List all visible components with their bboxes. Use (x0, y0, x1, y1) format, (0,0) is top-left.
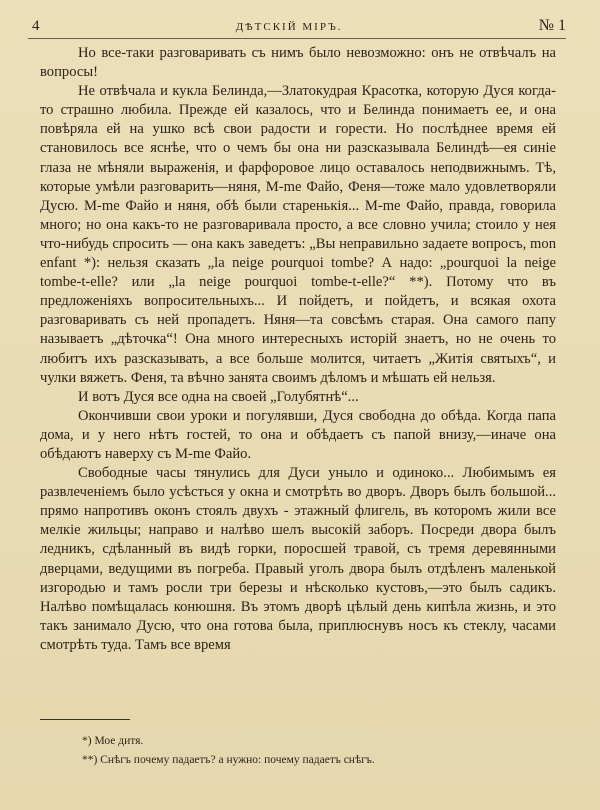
footnote-divider (40, 719, 130, 720)
footnotes (40, 732, 550, 770)
paragraph: Окончивши свои уроки и погулявши, Дуся свободна до обѣда. Когда папа дома, и у него нѣтъ гостей, то она и обѣдаетъ съ папой внизу,—иначе она обѣдаютъ наверху съ M-me Файо. (40, 407, 556, 462)
paragraph: И вотъ Дуся все одна на своей „Голубятнѣ“... (78, 388, 359, 405)
page-number: 4 (32, 18, 40, 34)
paragraph: Не отвѣчала и кукла Белинда,—Златокудрая Красотка, которую Дуся когда-то страшно любила. Прежде ей казалось, что и Белинда понимаетъ ее, и она повѣряла ей на ушко всѣ свои радости и горести. Но послѣднее время ей становилось все яснѣе, что о чемъ бы она ни разсказывала Белиндѣ—ея синіе глаза не мѣняли выраженія, и фарфоровое лицо оставалось неподвижнымъ. Тѣ, которые умѣли разговарить—няня, M-me Файо, Феня—тоже мало удовлетворяли Дусю. M-me Файо и няня, обѣ были старенькія... M-me Файо, правда, говорила много; но она какъ-то не разговаривала просто, а все словно учила; стоило у нея что-нибудь спросить — она какъ заведетъ: „Вы неправильно задаете вопросъ, mon enfant *): нельзя сказать „la neige pourquoi tombe? А надо: „pourquoi la neige tombe-t-elle? или „la neige pourquoi tombe-t-elle?“ **). Потому что въ предложеніяхъ вопросительныхъ... И пойдетъ, и пойдетъ, и всякая охота разговаривать съ ней пропадетъ. Няня—та совсѣмъ старая. Она самого папу называетъ „дѣточка“! Она много интересныхъ исторій знаетъ, но не очень то любитъ ихъ разсказывать, а все больше молится, читаетъ „Житія святыхъ“, и чулки вяжетъ. Феня, та вѣчно занята своимъ дѣломъ и мѣшать ей нельзя. (40, 83, 556, 386)
paragraph: Но все-таки разговаривать съ нимъ было невозможно: онъ не отвѣчалъ на вопросы! (40, 45, 556, 81)
paragraph: Свободные часы тянулись для Дуси уныло и одиноко... Любимымъ ея развлеченіемъ было усѣсться у окна и смотрѣть во дворъ. Дворъ былъ большой... прямо напротивъ оконъ стоялъ двухъ - этажный флигель, въ которомъ жили все мелкіе жильцы; направо и налѣво шелъ высокій заборъ. Посреди двора былъ ледникъ, сдѣланный въ видѣ горки, поросшей травой, съ тремя деревянными дверцами, ведущими въ погреба. Правый уголъ двора былъ отдѣленъ маленькой изгородью и тамъ росли три березы и нѣсколько кустовъ,—это былъ садикъ. Налѣво помѣщалась конюшня. Въ этомъ дворѣ цѣлый день кипѣла жизнь, и это такъ занимало Дусю, что она готова была, приплюснувъ носъ къ стеклу, часами смотрѣть туда. Тамъ все время (40, 465, 556, 653)
main-text (40, 44, 556, 655)
issue-number: № 1 (538, 17, 566, 34)
journal-title: ДѢТСКІЙ МІРЪ. (235, 21, 343, 33)
footnote: **) Снѣгъ почему падаетъ? а нужно: почему падаетъ снѣгъ. (82, 754, 375, 766)
running-header (28, 12, 566, 39)
footnote: *) Мое дитя. (82, 735, 144, 747)
